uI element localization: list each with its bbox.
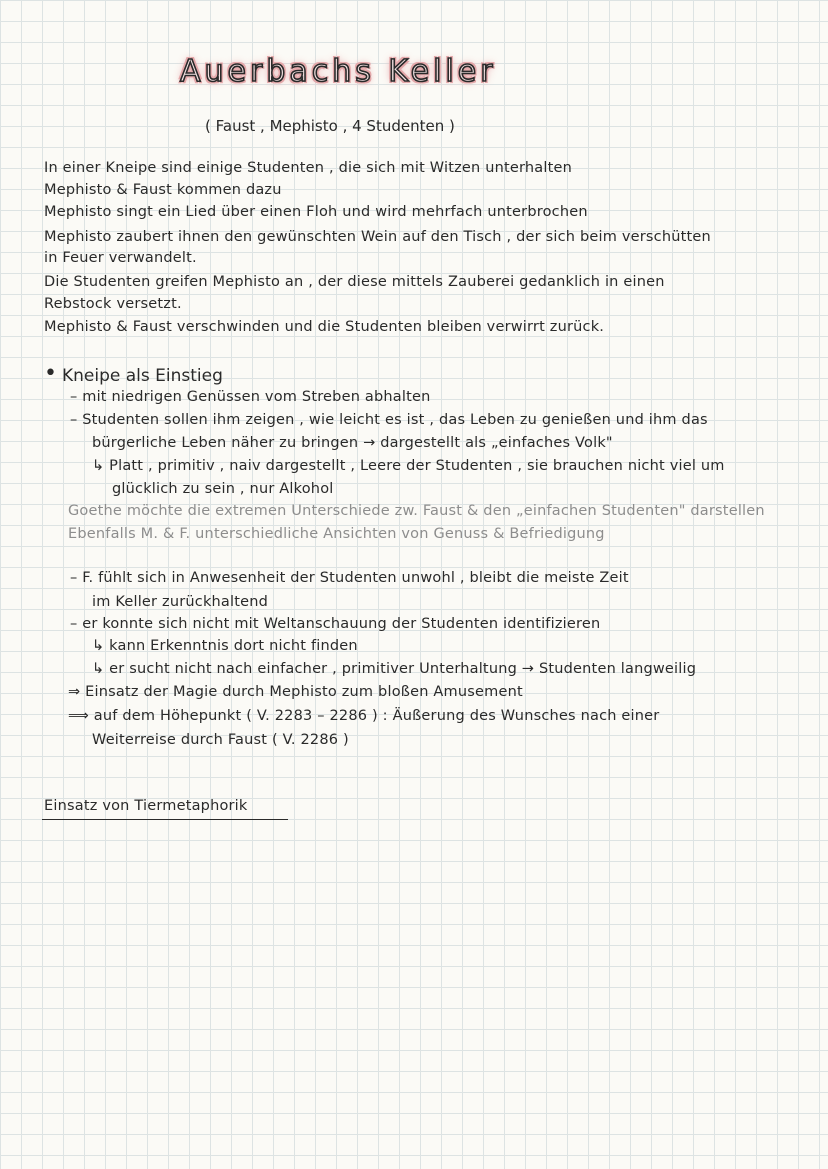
subtitle-characters: ( Faust , Mephisto , 4 Studenten ) xyxy=(205,117,455,135)
summary-line: Mephisto & Faust verschwinden und die Studenten bleiben verwirrt zurück. xyxy=(44,319,605,335)
conclusion-line: ⇒ Einsatz der Magie durch Mephisto zum bloßen Amusement xyxy=(68,684,523,700)
summary-line: Mephisto zaubert ihnen den gewünschten Wein auf den Tisch , der sich beim verschütten xyxy=(44,229,711,245)
note-line: im Keller zurückhaltend xyxy=(92,594,269,610)
conclusion-line: ⟹ auf dem Höhepunkt ( V. 2283 – 2286 ) : Äußerung des Wunsches nach einer xyxy=(68,708,660,724)
bullet-dot: • xyxy=(44,361,57,386)
note-line: bürgerliche Leben näher zu bringen → dargestellt als „einfaches Volk" xyxy=(92,435,613,451)
summary-line: Mephisto singt ein Lied über einen Floh und wird mehrfach unterbrochen xyxy=(44,204,588,220)
note-line: ↳ Platt , primitiv , naiv dargestellt , Leere der Studenten , sie brauchen nicht viel um xyxy=(92,458,725,474)
subheading-tiermetaphorik: Einsatz von Tiermetaphorik xyxy=(44,798,248,814)
summary-line: In einer Kneipe sind einige Studenten , die sich mit Witzen unterhalten xyxy=(44,160,573,176)
heading-underline xyxy=(42,819,288,820)
note-line: – Studenten sollen ihm zeigen , wie leicht es ist , das Leben zu genießen und ihm das xyxy=(70,412,708,428)
summary-line: in Feuer verwandelt. xyxy=(44,250,197,266)
summary-line: Rebstock versetzt. xyxy=(44,296,182,312)
note-line: glücklich zu sein , nur Alkohol xyxy=(112,481,334,497)
summary-line: Mephisto & Faust kommen dazu xyxy=(44,182,282,198)
note-line: – er konnte sich nicht mit Weltanschauung der Studenten identifizieren xyxy=(70,616,601,632)
summary-line: Die Studenten greifen Mephisto an , der diese mittels Zauberei gedanklich in einen xyxy=(44,274,665,290)
note-line: – F. fühlt sich in Anwesenheit der Studenten unwohl , bleibt die meiste Zeit xyxy=(70,570,629,586)
page-title: Auerbachs Keller xyxy=(180,54,497,89)
note-line: ↳ kann Erkenntnis dort nicht finden xyxy=(92,638,358,654)
annotation-line: Ebenfalls M. & F. unterschiedliche Ansichten von Genuss & Befriedigung xyxy=(68,526,605,542)
conclusion-line: Weiterreise durch Faust ( V. 2286 ) xyxy=(92,732,349,748)
annotation-line: Goethe möchte die extremen Unterschiede zw. Faust & den „einfachen Studenten" darstellen xyxy=(68,503,765,519)
section-heading: Kneipe als Einstieg xyxy=(62,366,223,386)
note-line: ↳ er sucht nicht nach einfacher , primitiver Unterhaltung → Studenten langweilig xyxy=(92,661,697,677)
note-line: – mit niedrigen Genüssen vom Streben abhalten xyxy=(70,389,431,405)
